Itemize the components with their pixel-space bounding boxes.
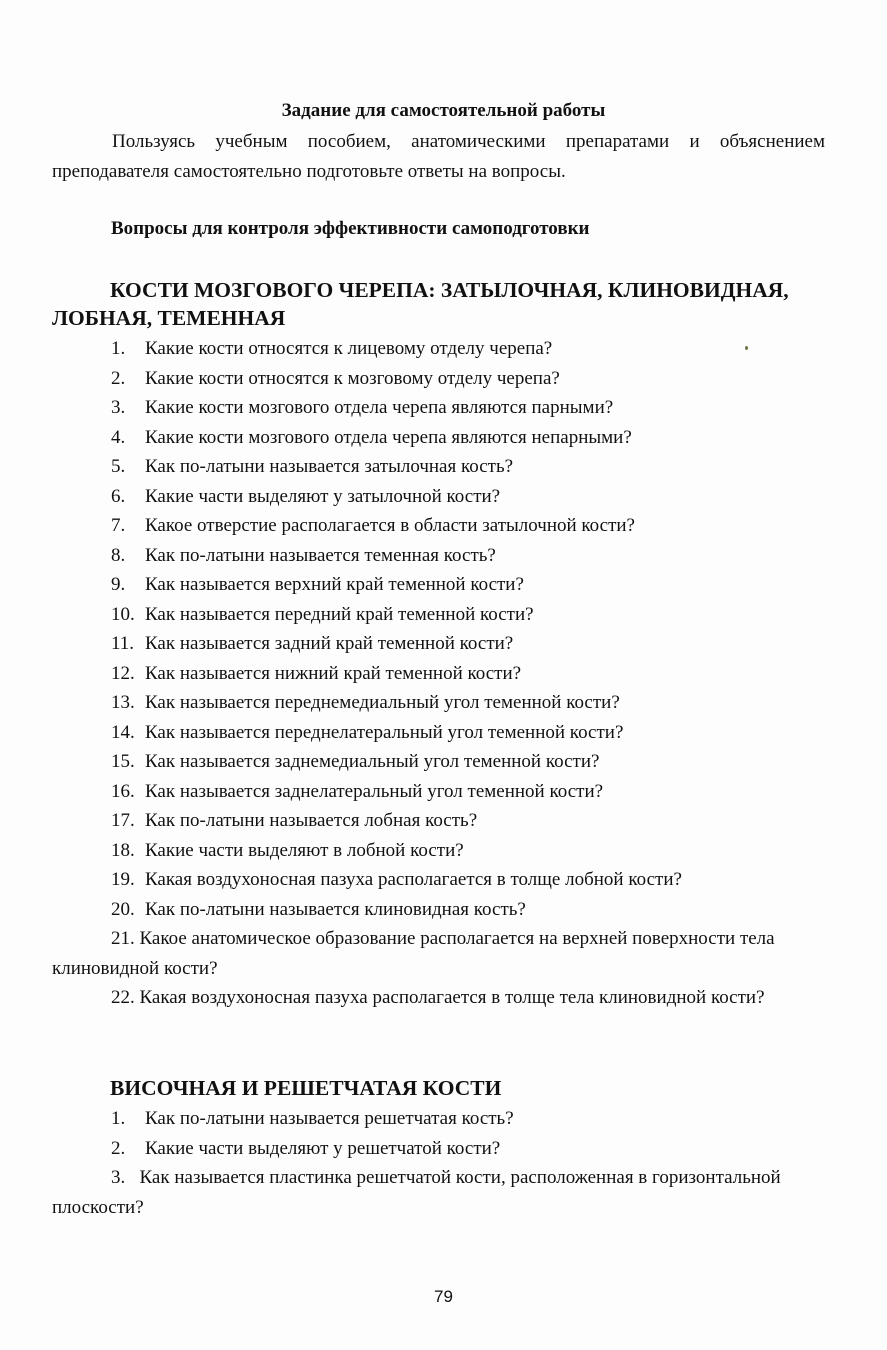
question-number: 11. [111, 633, 135, 654]
question-number: 2. [111, 367, 126, 389]
question-number: 3. [111, 397, 126, 418]
section-heading-temporal-ethmoid: ВИСОЧНАЯ И РЕШЕТЧАТАЯ КОСТИ [110, 1076, 502, 1100]
page-number: 79 [434, 1287, 453, 1306]
question-number: 4. [111, 426, 126, 448]
question-number: 6. [111, 485, 126, 507]
question-number: 19. [111, 869, 135, 890]
task-title: Задание для самостоятельной работы [281, 100, 606, 121]
question-number: 1. [111, 1108, 126, 1129]
question-text: Как по-латыни называется решетчатая кость? [145, 1108, 514, 1129]
question-number: 2. [111, 1137, 126, 1159]
question-text [52, 1163, 842, 1222]
question-text [52, 983, 842, 1013]
task-text: Пользуясь учебным пособием, анатомическими препаратами и объяснением преподавателя самостоятельно подготовьте ответы на вопросы. [52, 131, 825, 182]
section-heading-cranial-bones: КОСТИ МОЗГОВОГО ЧЕРЕПА: ЗАТЫЛОЧНАЯ, КЛИНОВИДНАЯ, ЛОБНАЯ, ТЕМЕННАЯ [52, 278, 789, 330]
question-number: 18. [111, 839, 135, 861]
question-body: Какая воздухоносная пазуха располагается в толще тела клиновидной кости? [139, 987, 765, 1008]
question-text: Как называется переднемедиальный угол теменной кости? [145, 692, 620, 713]
question-text: Какая воздухоносная пазуха располагается в толще лобной кости? [145, 869, 682, 890]
question-text: Как по-латыни называется клиновидная кость? [145, 898, 526, 920]
question-text: Какие кости мозгового отдела черепа являются парными? [145, 397, 614, 418]
question-text: Какое отверстие располагается в области затылочной кости? [145, 515, 635, 536]
question-number: 22. [111, 987, 135, 1008]
question-text: Какие кости мозгового отдела черепа являются непарными? [145, 426, 632, 448]
question-body: Как называется пластинка решетчатой кости, расположенная в горизонтальной плоскости? [52, 1167, 781, 1218]
question-text: Как по-латыни называется теменная кость? [145, 544, 496, 566]
question-number: 15. [111, 751, 135, 772]
question-number: 14. [111, 721, 135, 743]
question-number: 7. [111, 515, 126, 536]
question-number: 1. [111, 338, 126, 359]
question-number: 20. [111, 898, 135, 920]
question-number: 8. [111, 544, 126, 566]
question-number: 5. [111, 456, 126, 477]
question-text: Как называется нижний край теменной кости? [145, 662, 522, 684]
question-text: Какие кости относятся к лицевому отделу черепа? [145, 338, 553, 359]
question-number: 17. [111, 810, 135, 831]
question-text: Как называется заднелатеральный угол теменной кости? [145, 780, 604, 802]
question-text: Как называется задний край теменной кости? [145, 633, 514, 654]
question-number: 12. [111, 662, 135, 684]
question-number: 13. [111, 692, 135, 713]
question-text [52, 924, 842, 983]
question-text: Какие части выделяют у решетчатой кости? [145, 1137, 501, 1159]
question-body: Какое анатомическое образование располагается на верхней поверхности тела клиновидной кости? [52, 928, 775, 979]
question-text: Какие части выделяют у затылочной кости? [145, 485, 501, 507]
question-text: Как называется верхний край теменной кости? [145, 574, 524, 595]
control-questions-title: Вопросы для контроля эффективности самоподготовки [111, 218, 590, 239]
question-number: 9. [111, 574, 126, 595]
question-text: Как называется переднелатеральный угол теменной кости? [145, 721, 624, 743]
question-text: Как по-латыни называется затылочная кость? [145, 456, 514, 477]
question-number: 10. [111, 603, 135, 625]
question-text: Как называется заднемедиальный угол теменной кости? [145, 751, 600, 772]
question-text: Как по-латыни называется лобная кость? [145, 810, 478, 831]
question-number: 21. [111, 928, 135, 949]
question-text: Какие части выделяют в лобной кости? [145, 839, 464, 861]
question-text: Как называется передний край теменной кости? [145, 603, 534, 625]
question-text: Какие кости относятся к мозговому отделу черепа? [145, 367, 560, 389]
scan-speck [745, 346, 748, 350]
question-number: 3. [111, 1167, 126, 1188]
question-number: 16. [111, 780, 135, 802]
